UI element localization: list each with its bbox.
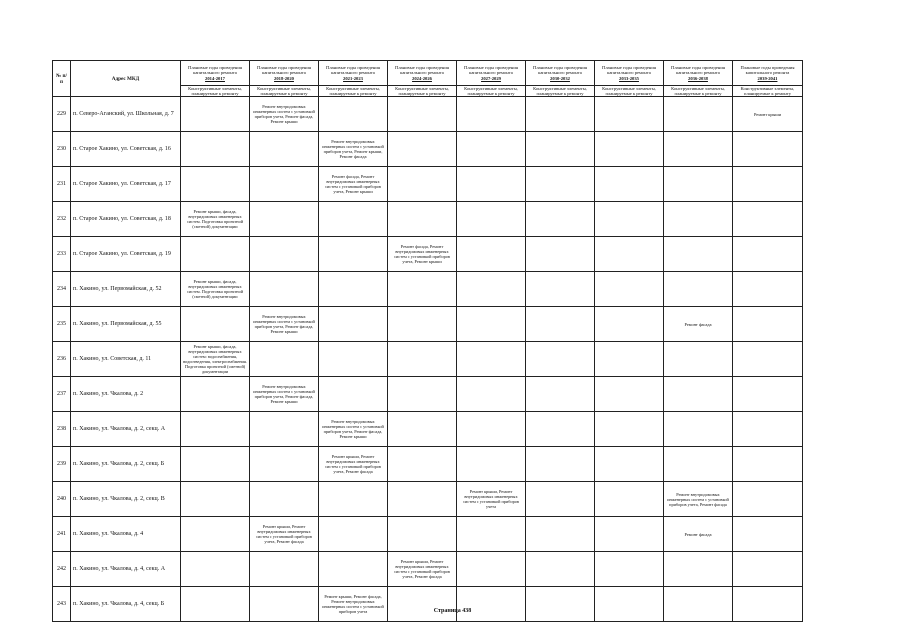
table-row xyxy=(53,447,803,482)
table-row xyxy=(53,97,803,132)
repair-cell xyxy=(526,517,595,552)
repair-cell: Ремонт внутридомовых инженерных систем с установкой приборов учета, Ремонт фасада, Ремонт крыши xyxy=(250,97,319,132)
repair-cell xyxy=(319,377,388,412)
row-address: п. Старое Хакино, ул. Советская, д. 18 xyxy=(71,202,181,237)
repair-cell xyxy=(664,97,733,132)
repair-cell xyxy=(457,237,526,272)
repair-cell xyxy=(664,167,733,202)
repair-cell: Ремонт внутридомовых инженерных систем с установкой приборов учета, Ремонт фасада, Ремонт крыши xyxy=(250,377,319,412)
repair-cell xyxy=(319,237,388,272)
repair-cell xyxy=(388,517,457,552)
repair-cell xyxy=(457,447,526,482)
repair-cell xyxy=(526,97,595,132)
repair-cell xyxy=(181,517,250,552)
repair-cell xyxy=(181,237,250,272)
repair-cell xyxy=(733,482,803,517)
repair-cell xyxy=(595,552,664,587)
repair-cell xyxy=(319,482,388,517)
repair-cell xyxy=(526,412,595,447)
repair-cell xyxy=(733,167,803,202)
repair-cell xyxy=(457,342,526,377)
header-period-years: 2027-2029 xyxy=(481,75,501,81)
repair-cell xyxy=(388,412,457,447)
table-row xyxy=(53,272,803,307)
repair-cell xyxy=(733,517,803,552)
row-address: п. Хакино, ул. Чкалова, д. 2 xyxy=(71,377,181,412)
header-period-label: Плановые годы проведения капитального ремонта xyxy=(257,65,311,76)
table-row xyxy=(53,377,803,412)
table-row xyxy=(53,307,803,342)
row-address: п. Хакино, ул. Чкалова, д. 2, секц. А xyxy=(71,412,181,447)
repair-cell: Ремонт крыши, Ремонт внутридомовых инженерных систем с установкой приборов учета, Ремонт фасада xyxy=(388,552,457,587)
repair-cell: Ремонт фасада, Ремонт внутридомовых инженерных систем с установкой приборов учета, Ремонт крыши xyxy=(319,167,388,202)
repair-cell xyxy=(457,517,526,552)
repair-cell xyxy=(733,272,803,307)
header-period-years: 2033-2035 xyxy=(619,75,639,81)
repair-cell xyxy=(457,272,526,307)
repair-cell xyxy=(388,342,457,377)
repair-cell xyxy=(250,167,319,202)
header-subcolumn-elements: Конструктивные элементы, планируемые к ремонту xyxy=(250,86,319,97)
repair-cell xyxy=(250,412,319,447)
repair-cell xyxy=(319,272,388,307)
repair-cell xyxy=(526,307,595,342)
row-number: 229 xyxy=(53,97,71,132)
repair-cell xyxy=(733,237,803,272)
header-period-2039-2041 xyxy=(733,61,803,86)
header-period-2027-2029 xyxy=(457,61,526,86)
repair-cell xyxy=(250,482,319,517)
header-address: Адрес МКД xyxy=(71,61,181,97)
repair-cell xyxy=(664,202,733,237)
header-period-label: Плановые годы проведения капитального ремонта xyxy=(395,65,449,76)
repair-cell xyxy=(733,412,803,447)
repair-cell: Ремонт крыши, фасада, внутридомовых инженерных систем. Подготовка проектной (сметной) документации xyxy=(181,202,250,237)
header-period-label: Плановые годы проведения капитального ремонта xyxy=(671,65,725,76)
repair-cell: Ремонт внутридомовых инженерных систем с установкой приборов учета, Ремонт фасада, Ремонт крыши xyxy=(319,412,388,447)
row-address: п. Северо-Аганский, ул. Школьная, д. 7 xyxy=(71,97,181,132)
row-number: 238 xyxy=(53,412,71,447)
header-period-years: 2014-2017 xyxy=(205,75,225,81)
table-row xyxy=(53,167,803,202)
row-number: 234 xyxy=(53,272,71,307)
repair-cell xyxy=(664,272,733,307)
repair-cell: Ремонт внутридомовых инженерных систем с установкой приборов учета, Ремонт крыши, Ремонт фасада xyxy=(319,132,388,167)
header-subcolumn-elements: Конструктивные элементы, планируемые к ремонту xyxy=(181,86,250,97)
repair-cell xyxy=(526,132,595,167)
header-period-years: 2021-2023 xyxy=(343,75,363,81)
repair-cell xyxy=(664,412,733,447)
table-row xyxy=(53,237,803,272)
repair-cell: Ремонт крыши, фасада, внутридомовых инженерных систем. Подготовка проектной (сметной) документации xyxy=(181,272,250,307)
repair-cell xyxy=(526,552,595,587)
repair-cell xyxy=(250,237,319,272)
repair-cell xyxy=(181,97,250,132)
repair-cell xyxy=(664,132,733,167)
repair-cell xyxy=(733,377,803,412)
repair-cell xyxy=(595,342,664,377)
repair-cell: Ремонт фасада, Ремонт внутридомовых инженерных систем с установкой приборов учета, Ремонт крыши xyxy=(388,237,457,272)
repair-cell xyxy=(388,482,457,517)
header-period-2030-2032 xyxy=(526,61,595,86)
header-period-2036-2038 xyxy=(664,61,733,86)
repair-cell xyxy=(526,482,595,517)
header-period-label: Плановые годы проведения капитального ремонта xyxy=(464,65,518,76)
repair-cell xyxy=(250,272,319,307)
repair-cell xyxy=(388,377,457,412)
table-row xyxy=(53,482,803,517)
repair-cell xyxy=(595,167,664,202)
row-number: 231 xyxy=(53,167,71,202)
row-number: 239 xyxy=(53,447,71,482)
repair-cell xyxy=(250,132,319,167)
header-period-2018-2020 xyxy=(250,61,319,86)
repair-cell xyxy=(181,307,250,342)
repair-cell xyxy=(595,377,664,412)
header-period-2024-2026 xyxy=(388,61,457,86)
header-subcolumn-elements: Конструктивные элементы, планируемые к ремонту xyxy=(595,86,664,97)
repair-cell xyxy=(319,342,388,377)
row-address: п. Хакино, ул. Чкалова, д. 4 xyxy=(71,517,181,552)
repair-cell xyxy=(526,587,595,622)
repair-cell xyxy=(319,517,388,552)
row-address: п. Хакино, ул. Первомайская, д. 55 xyxy=(71,307,181,342)
repair-cell xyxy=(526,202,595,237)
repair-cell xyxy=(664,342,733,377)
table-row xyxy=(53,552,803,587)
table-row xyxy=(53,517,803,552)
repair-cell xyxy=(181,447,250,482)
header-period-years: 2039-2041 xyxy=(757,75,778,81)
row-number: 237 xyxy=(53,377,71,412)
table-row xyxy=(53,412,803,447)
repair-cell xyxy=(595,412,664,447)
repair-cell xyxy=(595,97,664,132)
repair-cell xyxy=(733,447,803,482)
repair-cell xyxy=(595,237,664,272)
repair-cell: Ремонт крыши xyxy=(733,97,803,132)
row-number: 243 xyxy=(53,587,71,622)
header-period-label: Плановые годы проведения капитального ремонта xyxy=(602,65,656,76)
repair-cell: Ремонт крыши, фасада, внутридомовых инженерных систем: водоснабжения, водоотведения, электроснабжения. Подготовка проектной (сметной) документации xyxy=(181,342,250,377)
repair-cell xyxy=(319,202,388,237)
repair-cell xyxy=(526,167,595,202)
header-period-2021-2023 xyxy=(319,61,388,86)
repair-cell xyxy=(595,447,664,482)
header-period-label: Плановые годы проведения капитального ремонта xyxy=(533,65,587,76)
table-row xyxy=(53,202,803,237)
repair-cell: Ремонт фасада xyxy=(664,307,733,342)
repair-cell: Ремонт внутридомовых инженерных систем с установкой приборов учета, Ремонт фасада, Ремонт крыши xyxy=(250,307,319,342)
row-number: 240 xyxy=(53,482,71,517)
repair-cell xyxy=(250,552,319,587)
repair-cell: Ремонт внутридомовых инженерных систем с установкой приборов учета, Ремонт фасада xyxy=(664,482,733,517)
table-row xyxy=(53,342,803,377)
repair-cell xyxy=(526,237,595,272)
header-num: № п/п xyxy=(53,61,71,97)
repair-cell xyxy=(733,307,803,342)
header-subcolumn-elements: Конструктивные элементы, планируемые к ремонту xyxy=(526,86,595,97)
row-number: 233 xyxy=(53,237,71,272)
repair-cell xyxy=(181,552,250,587)
header-subcolumn-elements: Конструктивные элементы, планируемые к ремонту xyxy=(319,86,388,97)
repair-cell xyxy=(457,97,526,132)
row-number: 232 xyxy=(53,202,71,237)
repair-cell xyxy=(388,587,457,622)
header-period-2033-2035 xyxy=(595,61,664,86)
repair-cell xyxy=(457,167,526,202)
repair-cell xyxy=(595,307,664,342)
repair-cell xyxy=(664,237,733,272)
repair-cell xyxy=(388,447,457,482)
repair-cell xyxy=(526,272,595,307)
repair-cell xyxy=(457,587,526,622)
row-address: п. Хакино, ул. Чкалова, д. 4, секц. Б xyxy=(71,587,181,622)
header-period-years: 2036-2038 xyxy=(688,75,708,81)
table-body xyxy=(53,97,803,622)
repair-cell xyxy=(181,587,250,622)
repair-cell xyxy=(664,447,733,482)
repair-cell: Ремонт фасада xyxy=(664,517,733,552)
repair-cell xyxy=(250,202,319,237)
repair-cell xyxy=(181,482,250,517)
repair-cell xyxy=(181,132,250,167)
repair-cell xyxy=(457,202,526,237)
row-address: п. Хакино, ул. Первомайская, д. 52 xyxy=(71,272,181,307)
repair-cell xyxy=(664,552,733,587)
repair-cell xyxy=(595,132,664,167)
repair-cell xyxy=(733,202,803,237)
header-period-label: Плановые годы проведения капитального ремонта xyxy=(326,65,380,76)
repair-cell xyxy=(319,552,388,587)
repair-cell xyxy=(457,412,526,447)
row-number: 236 xyxy=(53,342,71,377)
repair-cell xyxy=(526,447,595,482)
row-number: 241 xyxy=(53,517,71,552)
row-address: п. Хакино, ул. Чкалова, д. 2, секц. В xyxy=(71,482,181,517)
capital-repair-schedule-table xyxy=(52,60,803,622)
row-number: 235 xyxy=(53,307,71,342)
repair-cell xyxy=(595,517,664,552)
row-address: п. Старое Хакино, ул. Советская, д. 16 xyxy=(71,132,181,167)
row-address: п. Старое Хакино, ул. Советская, д. 19 xyxy=(71,237,181,272)
row-number: 230 xyxy=(53,132,71,167)
row-address: п. Хакино, ул. Советская, д. 11 xyxy=(71,342,181,377)
header-period-label: Плановые годы проведения капитального ремонта xyxy=(740,65,795,76)
repair-cell: Ремонт крыши, Ремонт внутридомовых инженерных систем с установкой приборов учета, Ремонт фасада xyxy=(319,447,388,482)
repair-cell xyxy=(595,482,664,517)
repair-cell xyxy=(181,167,250,202)
header-period-years: 2018-2020 xyxy=(274,75,294,81)
repair-cell xyxy=(388,167,457,202)
row-number: 242 xyxy=(53,552,71,587)
repair-cell xyxy=(319,307,388,342)
table-row xyxy=(53,132,803,167)
repair-cell xyxy=(526,377,595,412)
repair-cell xyxy=(457,377,526,412)
header-subcolumn-elements: Конструктивные элементы, планируемые к ремонту xyxy=(457,86,526,97)
header-period-label: Плановые годы проведения капитального ремонта xyxy=(188,65,242,76)
table-row xyxy=(53,587,803,622)
row-address: п. Хакино, ул. Чкалова, д. 4, секц. А xyxy=(71,552,181,587)
repair-cell xyxy=(181,377,250,412)
header-period-2014-2017 xyxy=(181,61,250,86)
repair-cell xyxy=(250,447,319,482)
repair-cell: Ремонт крыши, Ремонт внутридомовых инженерных систем с установкой приборов учета, Ремонт фасада xyxy=(250,517,319,552)
repair-cell xyxy=(526,342,595,377)
repair-cell xyxy=(664,377,733,412)
repair-cell xyxy=(733,342,803,377)
repair-cell xyxy=(250,342,319,377)
repair-cell xyxy=(457,132,526,167)
repair-cell xyxy=(595,272,664,307)
repair-cell xyxy=(388,307,457,342)
repair-cell xyxy=(388,132,457,167)
repair-cell xyxy=(388,272,457,307)
repair-cell xyxy=(457,552,526,587)
repair-cell xyxy=(733,587,803,622)
repair-cell xyxy=(595,202,664,237)
repair-cell xyxy=(733,552,803,587)
repair-cell xyxy=(319,97,388,132)
repair-cell xyxy=(388,202,457,237)
repair-cell xyxy=(250,587,319,622)
row-address: п. Хакино, ул. Чкалова, д. 2, секц. Б xyxy=(71,447,181,482)
repair-cell xyxy=(181,412,250,447)
header-subcolumn-elements: Конструктивные элементы, планируемые к ремонту xyxy=(664,86,733,97)
header-period-years: 2024-2026 xyxy=(412,75,432,81)
table-header xyxy=(53,61,803,97)
repair-cell xyxy=(595,587,664,622)
repair-cell xyxy=(457,307,526,342)
repair-cell: Ремонт крыши, Ремонт внутридомовых инженерных систем с установкой приборов учета xyxy=(457,482,526,517)
row-address: п. Старое Хакино, ул. Советская, д. 17 xyxy=(71,167,181,202)
header-period-years: 2030-2032 xyxy=(550,75,570,81)
header-subcolumn-elements: Конструктивные элементы, планируемые к ремонту xyxy=(388,86,457,97)
page-number: Страница 438 xyxy=(433,608,472,614)
repair-cell xyxy=(388,97,457,132)
header-subcolumn-elements: Конструктивные элементы, планируемые к ремонту xyxy=(733,86,803,97)
repair-cell xyxy=(733,132,803,167)
repair-cell xyxy=(664,587,733,622)
repair-cell: Ремонт крыши, Ремонт фасада, Ремонт внутридомовых инженерных систем с установкой приборов учета xyxy=(319,587,388,622)
